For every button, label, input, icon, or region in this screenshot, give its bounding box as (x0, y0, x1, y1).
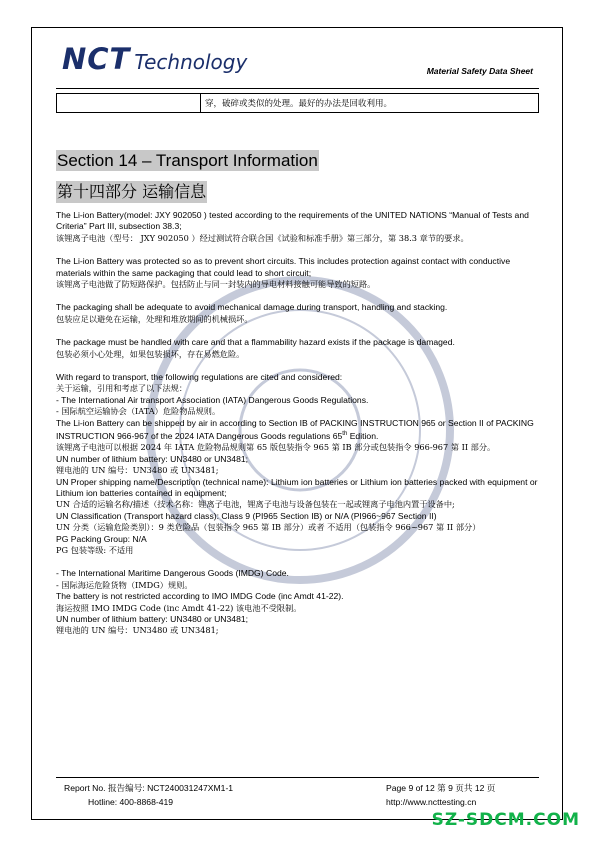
paragraph-text (56, 418, 540, 443)
paragraph-text: UN Proper shipping name/Description (technical name): Lithium ion batteries or Lithium ion batteries packed with equipment or Lithium ion batteries contained in equipment; (56, 476, 538, 498)
paragraph-text: UN number of lithium battery: UN3480 or UN3481; (56, 453, 249, 464)
logo-nct-text: NCT (62, 42, 131, 76)
paragraph-text-cn: 该锂离子电池做了防短路保护。包括防止与同一封装内的导电材料接触可能导致的短路。 (56, 279, 376, 290)
section-body (56, 210, 540, 637)
site-watermark-text: SZ-SDCM.COM (431, 810, 580, 830)
paragraph-text: UN Classification (Transport hazard class): Class 9 (PI965 Section IB) or N/A (PI966~967 Section II) (56, 510, 437, 521)
regulation-item: - The International Air transport Association (IATA) Dangerous Goods Regulations. (56, 394, 369, 405)
paragraph-text-cn: 该锂离子电池（型号： JXY 902050 ）经过测试符合联合国《试验和标准手册》第三部分，第 38.3 章节的要求。 (56, 232, 469, 243)
company-logo (62, 42, 247, 76)
paragraph-text: The battery is not restricted according to IMO IMDG Code (inc Amdt 41-22). (56, 591, 344, 602)
regulation-item-cn: - 国际海运危险货物（IMDG）规则。 (56, 579, 193, 590)
paragraph-text-cn: 关于运输，引用和考虑了以下法规： (56, 383, 188, 394)
document-title: Material Safety Data Sheet (426, 66, 533, 76)
hotline: Hotline: 400-8868-419 (88, 797, 174, 807)
paragraph-text: UN number of lithium battery: UN3480 or UN3481; (56, 614, 249, 625)
paragraph-text-cn: 海运按照 IMO IMDG Code (inc Amdt 41-22) 该电池不受限制。 (56, 602, 302, 613)
table-cell: 穿，破碎或类似的处理。最好的办法是回收利用。 (205, 99, 393, 109)
header-rule (56, 88, 539, 89)
paragraph-text: The packaging shall be adequate to avoid mechanical damage during transport, handling and stacking. (56, 302, 448, 313)
paragraph-text-cn: 包装应足以避免在运输，处理和堆放期间的机械损坏。 (56, 313, 253, 324)
paragraph-text-cn: UN 分类（运输危险类别）：9 类危险品（包装指令 965 第 IB 部分）或者 不适用（包装指令 966~967 第 II 部分） (56, 522, 481, 533)
superscript: th (342, 431, 348, 438)
paragraph-text: With regard to transport, the following regulations are cited and considered: (56, 372, 343, 383)
report-number: Report No. 报告编号: NCT240031247XM1-1 (64, 783, 234, 793)
paragraph-text: The package must be handled with care and that a flammability hazard exists if the package is damaged. (56, 337, 455, 348)
regulation-item: - The International Maritime Dangerous Goods (IMDG) Code. (56, 568, 289, 579)
website-link[interactable]: http://www.ncttesting.cn (386, 797, 477, 807)
paragraph-text-cn: UN 合适的运输名称/描述（技术名称：锂离子电池，锂离子电池与设备包装在一起或锂离子电池内置于设备中; (56, 499, 455, 510)
paragraph-text-cn: 锂电池的 UN 编号：UN3480 或 UN3481; (56, 625, 219, 636)
logo-technology-text: Technology (134, 50, 248, 74)
iata-shipping-text: The Li-ion Battery can be shipped by air in according to Section IB of PACKING INSTRUCTION 965 or Section II of PACKING INSTRUCTION 966-967 of the 2024 IATA Dangerous Goods regulations 65 (56, 417, 534, 441)
paragraph-text-cn: 包装必须小心处理，如果包装损坏，存在易燃危险。 (56, 348, 245, 359)
paragraph-text: The Li-ion Battery(model: JXY 902050 ) tested according to the requirements of the UNITED NATIONS “Manual of Tests and Criteria” Part III, subsection 38.3; (56, 210, 529, 232)
page-footer (56, 777, 539, 807)
regulation-item-cn: - 国际航空运输协会（IATA）危险物品规则。 (56, 406, 221, 417)
paragraph-text-cn: 该锂离子电池可以根据 2024 年 IATA 危险物品规则第 65 版包装指令 965 第 IB 部分或包装指令 966-967 第 II 部分。 (56, 442, 496, 453)
iata-shipping-end: Edition. (347, 430, 379, 441)
paragraph-text: PG Packing Group: N/A (56, 533, 147, 544)
paragraph-text-cn: PG 包装等级: 不适用 (56, 545, 134, 556)
page-number: Page 9 of 12 第 9 页共 12 页 (386, 783, 496, 793)
paragraph-text-cn: 锂电池的 UN 编号：UN3480 或 UN3481; (56, 465, 219, 476)
section-title: Section 14 – Transport Information (57, 151, 318, 170)
section-title-cn: 第十四部分 运输信息 (57, 182, 207, 201)
paragraph-text: The Li-ion Battery was protected so as to prevent short circuits. This includes protection against contact with conductive materials within the same packaging that could lead to short circuit; (56, 256, 511, 278)
table-divider (200, 94, 201, 112)
continued-table (56, 93, 539, 113)
